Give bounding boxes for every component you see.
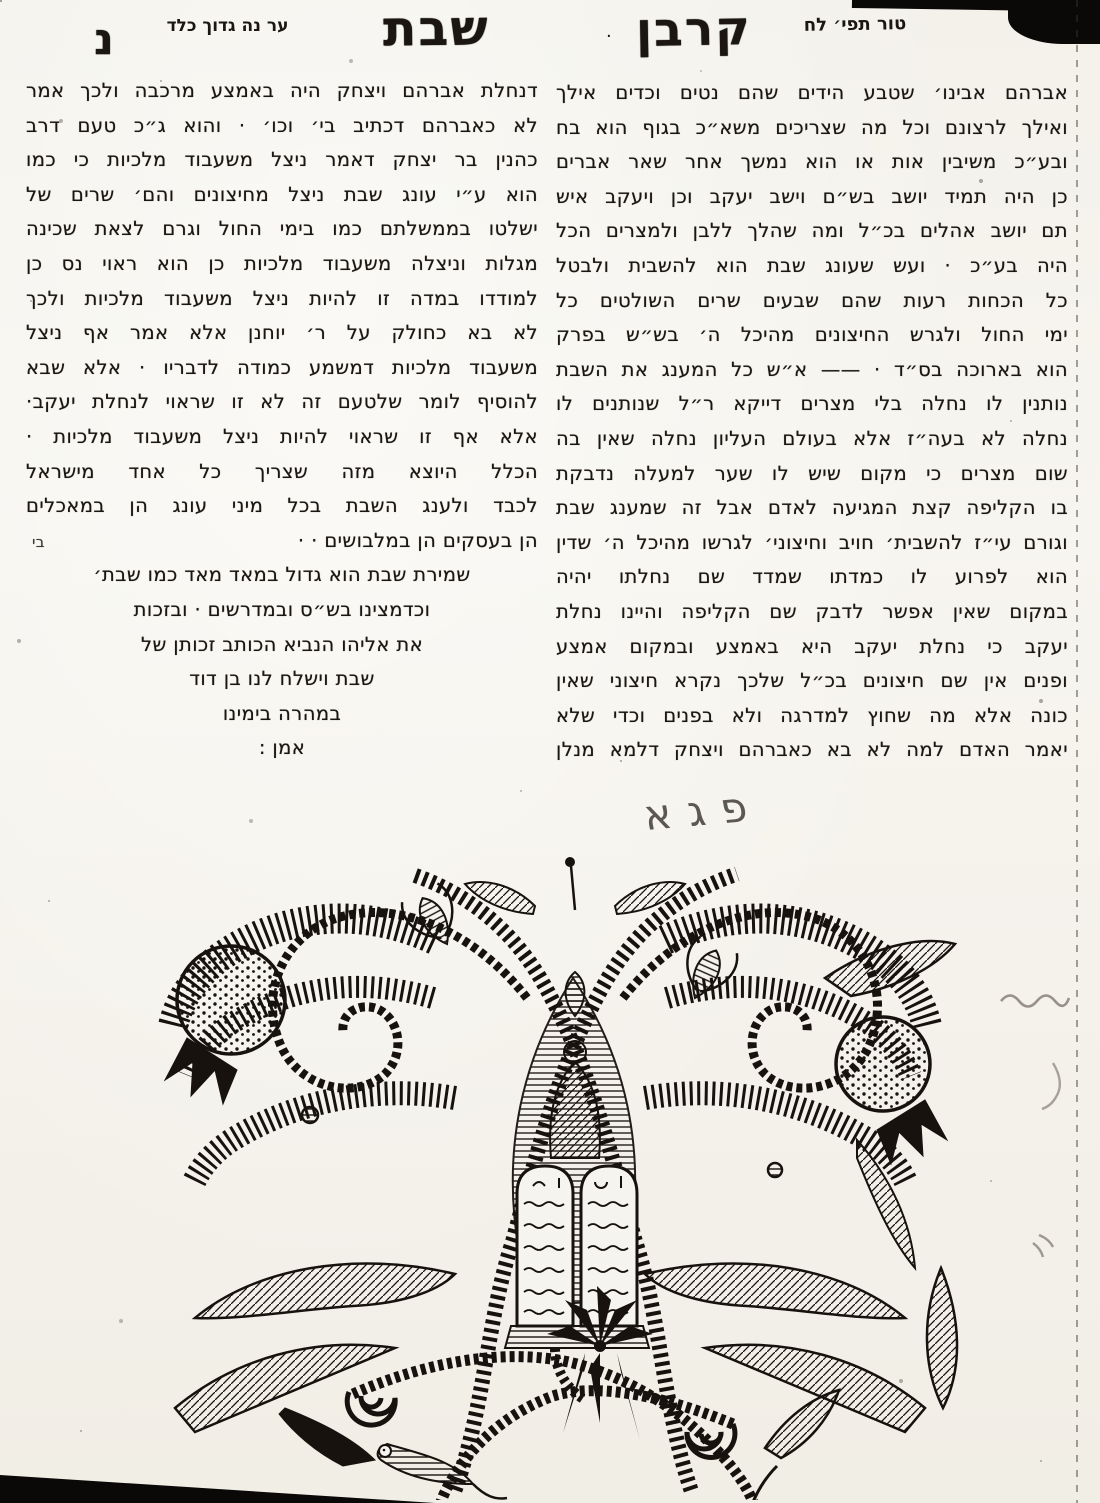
text-line: לכבד ולענג השבת בכל מיני עונג הן במאכלים <box>26 494 538 518</box>
text-line: מגלות וניצלה משעבוד מלכיות כן הוא ראוי נס כן <box>26 251 538 275</box>
running-head-section-left: ער נה גדוך כלד <box>166 16 289 36</box>
colophon-line: וכדמצינו בש״ס ובמדרשים · ובזכות <box>133 597 431 621</box>
text-line: הוא בארוכה בס״ד · —— א״ש כל המענג את השבת <box>556 357 1068 381</box>
text-line: שום מצרים כי מקום שיש לו שער למעלה נדבקת <box>556 461 1068 485</box>
text-line: לא כאברהם דכתיב בי׳ וכו׳ · והוא ג״כ טעם דרב <box>26 113 538 137</box>
text-column-right <box>556 76 1068 768</box>
running-head-section-right: טור תפי׳ לח <box>803 13 907 36</box>
text-line: אלא אף זו שראוי להיות ניצל משעבוד מלכיות · <box>26 424 538 448</box>
colophon-line: שמירת שבת הוא גדול במאד מאד כמו שבת׳ <box>93 563 471 587</box>
running-head-title-shabbat: שבת <box>382 0 490 58</box>
page-number: נ <box>94 14 114 65</box>
text-line: למודדו במדה זו להיות ניצל משעבוד מלכיות ולכך <box>26 286 538 310</box>
text-line: ישלטו בממשלתם כמו בימי החול וגרם לצאת שכינה <box>26 217 538 241</box>
text-line <box>26 524 538 559</box>
colophon <box>26 558 538 766</box>
text-line: בו הקליפה קצת המגיעה לאדם אבל זה שמענג שבת <box>556 496 1068 520</box>
text-line: כהנין בר יצחק דאמר ניצל משעבוד מלכיות כי כמו <box>26 148 538 172</box>
margin-scribble <box>995 985 1100 1265</box>
colophon-line: במהרה בימינו <box>222 701 342 725</box>
text-line: כן היה תמיד יושב בש״ם וישב יעקב וכן ויעקב איש <box>556 184 1068 208</box>
text-line: וגורם עי״ז להשבית׳ חויב וחיצוני׳ לגרשו מהיכל ה׳ שדין <box>556 530 1068 554</box>
page-fold-line <box>1076 0 1078 1503</box>
text-line: במקום שאין אפשר לדבק שם הקליפה והיינו נחלת <box>556 599 1068 623</box>
text-line: ופנים אין שם חיצונים בכ״ל שלכך נקרא חיצוני שאין <box>556 669 1068 693</box>
text-line: אברהם אבינו׳ שטבע הידים שהם נטים וכדים אילך <box>556 81 1068 104</box>
text-line: הוא ע״י עונג שבת ניצל מחיצונים והם׳ שרים של <box>26 182 538 206</box>
text-line: דנחלת אברהם ויצחק היה באמצע מרכבה ולכך אמר <box>26 79 538 102</box>
text-line: כל הכחות רעות שהם שבעים שרים השולטים כל <box>556 288 1068 312</box>
text-line: ימי החול ולגרש החיצונים מהיכל ה׳ בש״ש בפרק <box>556 323 1068 347</box>
colophon-line: את אליהו הנביא הכותב זכותן של <box>140 632 424 656</box>
text-line: להוסיף לומר שלטעם זה לא זו שראוי לנחלת יעקב· <box>26 390 538 414</box>
text-line: משעבוד מלכיות דמשמע כמודה לדבריו · אלא שבא <box>26 355 538 379</box>
text-line: הוא לפרוע לו כמדתו שמדד שם נחלתו יהיה <box>556 565 1068 589</box>
scan-corner-blob <box>1008 0 1100 44</box>
text-line: ובע״כ משיבין אות או הוא נמשך אחר שאר אברים <box>556 150 1068 174</box>
text-line-fragment: הן בעסקים הן במלבושים · · <box>297 528 538 552</box>
woodcut-ornament <box>135 848 965 1500</box>
running-head-separator: · <box>606 26 612 47</box>
text-line: יעקב כי נחלת יעקב היא באמצע ובמקום אמצע <box>556 634 1068 658</box>
text-line: לא בא כחולק על ר׳ יוחנן אלא אמר אף ניצל <box>26 321 538 345</box>
text-line: ואילך לרצונם וכל מה שצריכים משא״כ בגוף הוא בח <box>556 115 1068 139</box>
colophon-line: שבת וישלח לנו בן דוד <box>189 667 375 691</box>
catchword: בי <box>32 532 45 551</box>
text-line: כונה אלא מה שחוץ למדרגה ולא בפנים וכדי שלא <box>556 703 1068 727</box>
text-line: נחלה לא בעה״ז אלא בעולם העליון נחלה שאין בה <box>556 426 1068 450</box>
text-line: יאמר האדם למה לא בא כאברהם ויצחק דלמא מנלן <box>556 738 1068 762</box>
colophon-line: אמן : <box>258 736 306 760</box>
running-head-title-korban: קרבן <box>635 0 753 59</box>
handwritten-inscription: פגא <box>638 781 768 840</box>
text-line: נותנין לו נחלה בלי מצרים דייקא ר״ל שנותנים לו <box>556 392 1068 416</box>
text-line: היה בע״כ · ועש שעונג שבת הוא להשבית ולבטל <box>556 253 1068 277</box>
text-line: הכלל היוצא מזה שצריך כל אחד מישראל <box>26 459 538 483</box>
text-column-left <box>26 74 538 766</box>
ink-specks <box>0 0 2 2</box>
text-line: תם יושב אהלים בכ״ל ומה שהלך ללבן ולמצרים הכל <box>556 219 1068 243</box>
